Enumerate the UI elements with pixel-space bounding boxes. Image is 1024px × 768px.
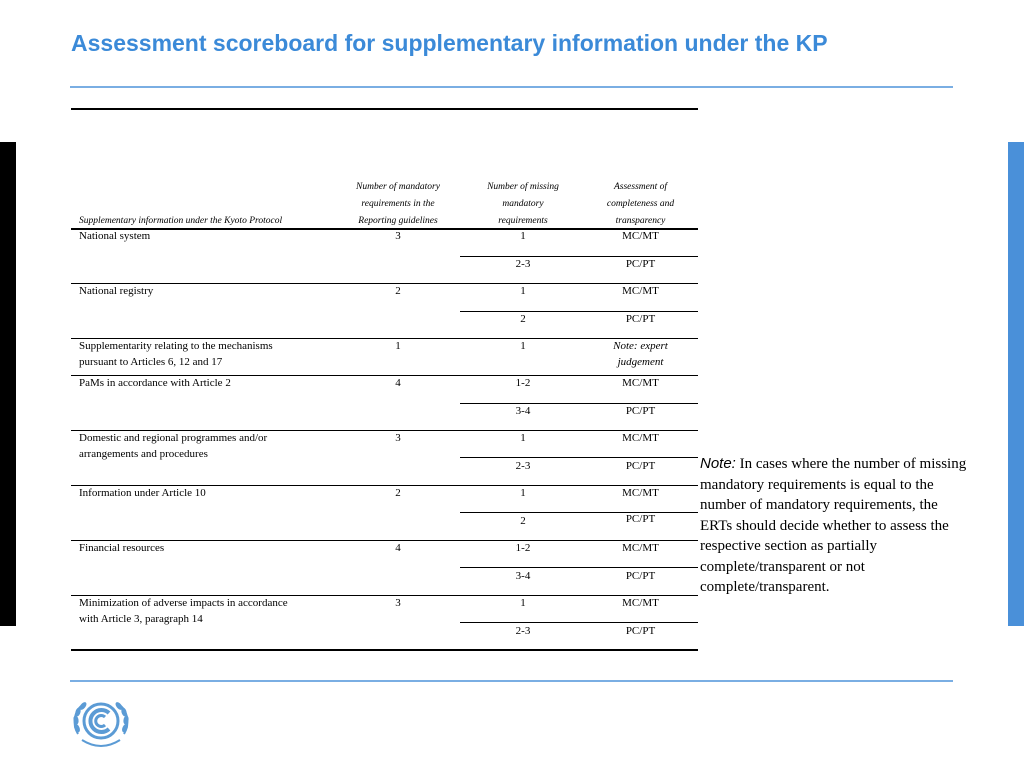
table-row-label: Domestic and regional programmes and/or arrangements and procedures: [79, 432, 268, 460]
assessment-value: PC/PT: [625, 625, 656, 637]
mandatory-count: 3: [395, 597, 401, 609]
assessment-value: Note: expert judgement: [613, 340, 668, 368]
header-col-info: Supplementary information under the Kyoto Protocol: [79, 216, 283, 226]
sub-row-rule: [460, 567, 698, 568]
missing-count: 2: [520, 313, 526, 325]
assessment-value: PC/PT: [625, 258, 656, 270]
mandatory-count: 1: [395, 340, 401, 352]
header-col-mandatory: Number of mandatory requirements in the Reporting guidelines: [356, 182, 440, 226]
missing-count: 3-4: [515, 570, 531, 582]
missing-count: 3-4: [515, 405, 531, 417]
missing-count: 1-2: [515, 377, 531, 389]
assessment-value: MC/MT: [622, 432, 659, 444]
missing-count: 1: [520, 340, 526, 352]
missing-count: 1: [520, 432, 526, 444]
assessment-value: MC/MT: [622, 542, 659, 554]
missing-count: 2: [520, 515, 526, 527]
note-text: [700, 454, 970, 598]
table-row-label: National system: [79, 230, 151, 242]
assessment-value: PC/PT: [625, 313, 656, 325]
missing-count: 1: [520, 230, 526, 242]
table-row-label: Supplementarity relating to the mechanisms pursuant to Articles 6, 12 and 17: [79, 340, 273, 368]
title-divider: [70, 86, 953, 88]
assessment-value: MC/MT: [622, 487, 659, 499]
assessment-value: PC/PT: [625, 460, 656, 472]
page-title: Assessment scoreboard for supplementary information under the KP: [71, 30, 828, 56]
missing-count: 2-3: [515, 625, 531, 637]
assessment-value: MC/MT: [622, 597, 659, 609]
missing-count: 2-3: [515, 460, 531, 472]
table-row-label: Information under Article 10: [79, 487, 206, 499]
table-row-label: Financial resources: [79, 542, 165, 554]
table-row-label: PaMs in accordance with Article 2: [79, 377, 231, 389]
right-edge-bar: [1008, 142, 1024, 626]
assessment-value: MC/MT: [622, 230, 659, 242]
unfccc-logo-icon: [68, 696, 134, 754]
missing-count: 1: [520, 597, 526, 609]
assessment-value: PC/PT: [625, 513, 656, 525]
missing-count: 2-3: [515, 258, 531, 270]
header-col-missing: Number of missing mandatory requirements: [487, 182, 559, 226]
missing-count: 1-2: [515, 542, 531, 554]
mandatory-count: 2: [395, 285, 401, 297]
missing-count: 1: [520, 487, 526, 499]
scoreboard-table: [71, 108, 698, 650]
mandatory-count: 4: [395, 377, 401, 389]
note-label: Note:: [700, 455, 736, 472]
mandatory-count: 3: [395, 432, 401, 444]
table-row-label: Minimization of adverse impacts in accordance with Article 3, paragraph 14: [79, 597, 288, 625]
assessment-value: PC/PT: [625, 570, 656, 582]
assessment-value: PC/PT: [625, 405, 656, 417]
mandatory-count: 2: [395, 487, 401, 499]
assessment-value: MC/MT: [622, 285, 659, 297]
table-row-label: National registry: [79, 285, 154, 297]
left-edge-bar: [0, 142, 16, 626]
assessment-value: MC/MT: [622, 377, 659, 389]
missing-count: 1: [520, 285, 526, 297]
footer-divider: [70, 680, 953, 682]
sub-row-rule: [460, 622, 698, 623]
mandatory-count: 4: [395, 542, 401, 554]
mandatory-count: 3: [395, 230, 401, 242]
table-bottom-rule: [71, 649, 698, 651]
note-body: In cases where the number of missing mandatory requirements is equal to the number of mandatory requirements, the ERTs should decide whether to assess the respective section as partially complete/transparent or not complete/transparent.: [700, 456, 967, 595]
header-col-assessment: Assessment of completeness and transparency: [606, 182, 675, 226]
table-top-rule: [71, 108, 698, 110]
sub-row-rule: [460, 457, 698, 458]
